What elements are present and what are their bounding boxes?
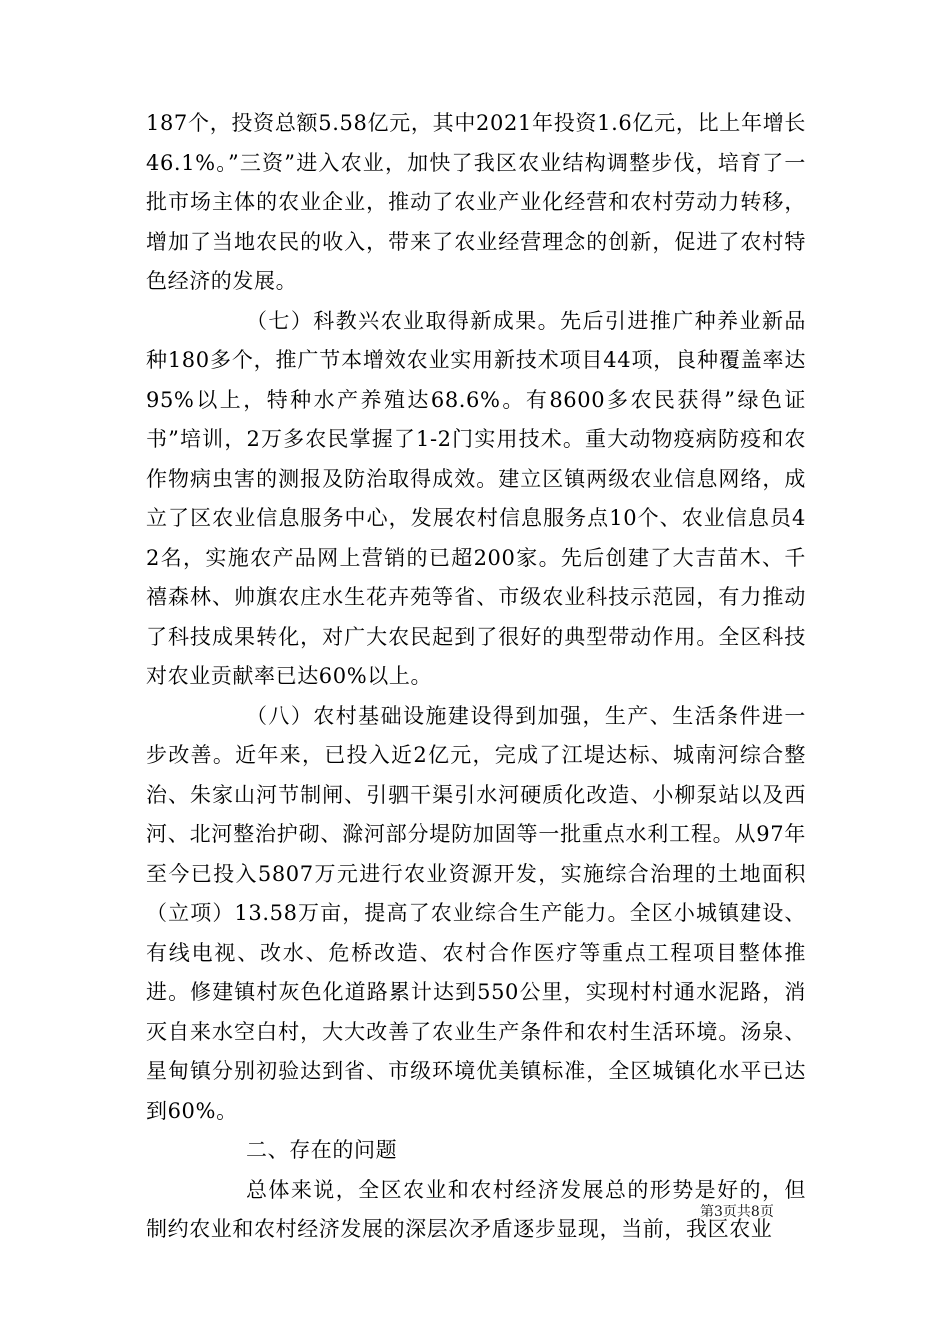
paragraph-infrastructure: （八）农村基础设施建设得到加强，生产、生活条件进一步改善。近年来，已投入近2亿元，完成了江堤达标、城南河综合整治、朱家山河节制闸、引驷干渠引水河硬质化改造、小柳泵站以及西河、北河整治护砌、滁河部分堤防加固等一批重点水利工程。从97年至今已投入5807万元进行农业资源开发，实施综合治理的土地面积（立项）13.58万亩，提高了农业综合生产能力。全区小城镇建设、有线电视、改水、危桥改造、农村合作医疗等重点工程项目整体推进。修建镇村灰色化道路累计达到550公里，实现村村通水泥路，消灭自来水空白村，大大改善了农业生产条件和农村生活环境。汤泉、星甸镇分别初验达到省、市级环境优美镇标准，全区城镇化水平已达到60%。 bbox=[146, 703, 806, 1123]
page-number-footer: 第3页共8页 bbox=[700, 1204, 774, 1220]
paragraph-investment: 187个，投资总额5.58亿元，其中2021年投资1.6亿元，比上年增长46.1%。”三资”进入农业，加快了我区农业结构调整步伐，培育了一批市场主体的农业企业，推动了农业产业化经营和农村劳动力转移，增加了当地农民的收入，带来了农业经营理念的创新，促进了农村特色经济的发展。 bbox=[146, 111, 806, 293]
paragraph-science-education: （七）科教兴农业取得新成果。先后引进推广种养业新品种180多个，推广节本增效农业实用新技术项目44项，良种覆盖率达95%以上，特种水产养殖达68.6%。有8600多农民获得”绿色证书”培训，2万多农民掌握了1-2门实用技术。重大动物疫病防疫和农作物病虫害的测报及防治取得成效。建立区镇两级农业信息网络，成立了区农业信息服务中心，发展农村信息服务点10个、农业信息员42名，实施农产品网上营销的已超200家。先后创建了大吉苗木、千禧森林、帅旗农庄水生花卉苑等省、市级农业科技示范园，有力推动了科技成果转化，对广大农民起到了很好的典型带动作用。全区科技对农业贡献率已达60%以上。 bbox=[146, 308, 806, 688]
section-heading-problems: 二、存在的问题 bbox=[246, 1138, 398, 1162]
document-body bbox=[146, 104, 806, 1250]
paragraph-summary: 总体来说，全区农业和农村经济发展总的形势是好的，但制约农业和农村经济发展的深层次矛盾逐步显现，当前，我区农业 bbox=[146, 1177, 806, 1241]
